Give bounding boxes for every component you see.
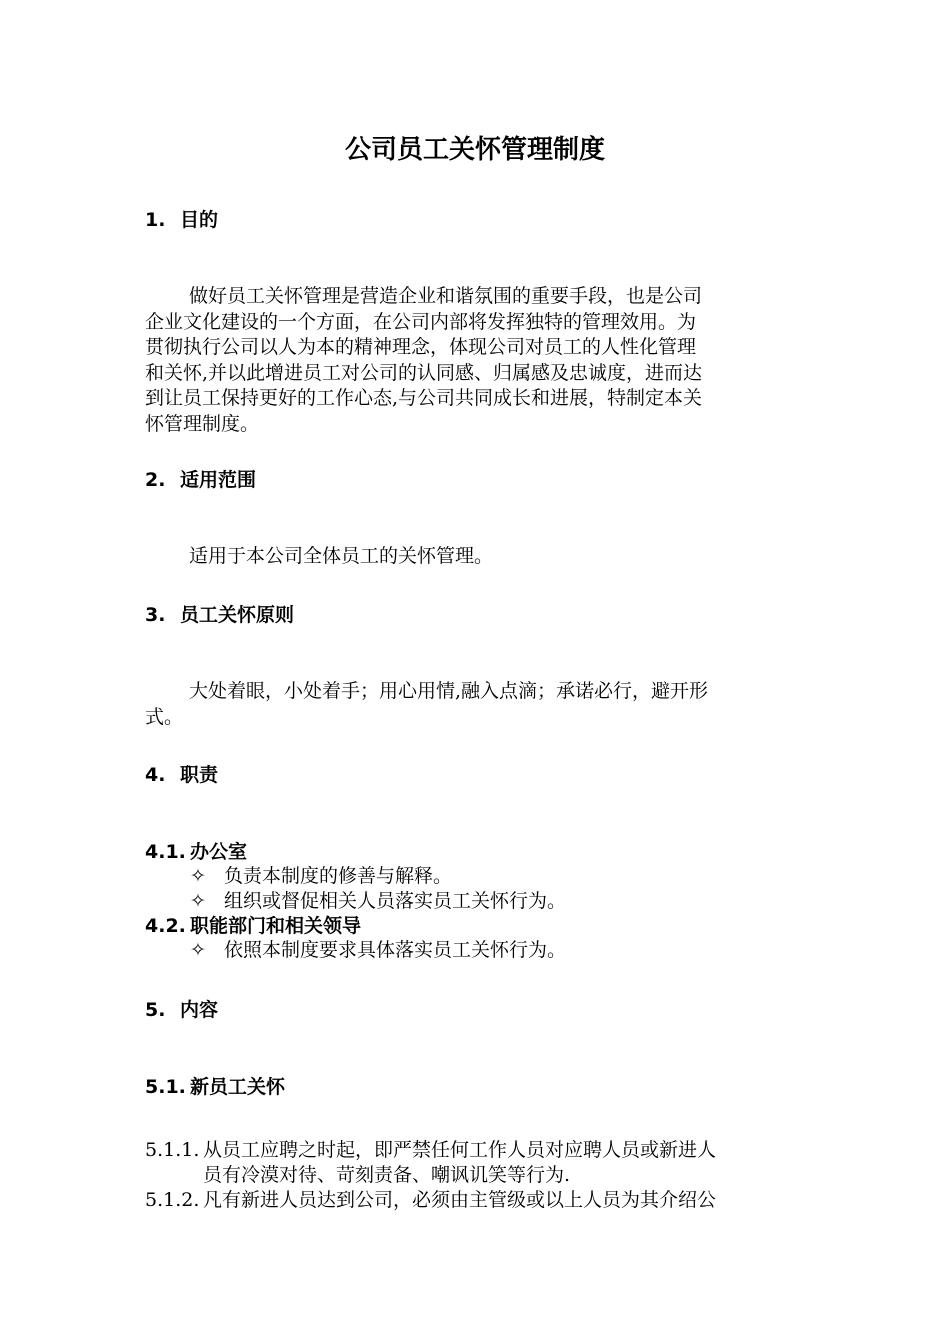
list-item: 5.1.2. 凡有新进人员达到公司，必须由主管级或以上人员为其介绍公 xyxy=(145,1189,717,1211)
item-number: 5.1.1. xyxy=(145,1139,200,1161)
section-label: 员工关怀原则 xyxy=(180,604,295,626)
paragraph-line: 做好员工关怀管理是营造企业和谐氛围的重要手段，也是公司 xyxy=(189,285,703,307)
diamond-bullet-icon: ✧ xyxy=(190,939,206,961)
section-label: 内容 xyxy=(180,999,219,1021)
paragraph-line: 到让员工保持更好的工作心态,与公司共同成长和进展，特制定本关 xyxy=(145,387,703,410)
section-label: 办公室 xyxy=(190,841,248,863)
section-number: 1. xyxy=(145,209,166,231)
paragraph-line: 贯彻执行公司以人为本的精神理念，体现公司对员工的人性化管理 xyxy=(145,336,697,359)
section-number: 5. xyxy=(145,999,166,1021)
paragraph-line: 适用于本公司全体员工的关怀管理。 xyxy=(189,545,494,567)
subsection-heading-office xyxy=(145,839,247,865)
section-heading-responsibilities xyxy=(145,762,218,788)
section-label: 适用范围 xyxy=(180,469,257,491)
section-heading-principles xyxy=(145,602,294,628)
section-heading-purpose xyxy=(145,207,218,233)
item-number: 5.1.2. xyxy=(145,1189,200,1211)
section-label: 新员工关怀 xyxy=(190,1076,286,1098)
section-number: 5.1. xyxy=(145,1076,186,1098)
section-label: 职责 xyxy=(180,764,219,786)
paragraph-line: 和关怀,并以此增进员工对公司的认同感、归属感及忠诚度，进而达 xyxy=(145,361,703,384)
section-number: 2. xyxy=(145,469,166,491)
scope-paragraph xyxy=(145,544,807,570)
paragraph-line: 企业文化建设的一个方面，在公司内部将发挥独特的管理效用。为 xyxy=(145,310,697,333)
section-number: 4.1. xyxy=(145,841,186,863)
paragraph-line: 式。 xyxy=(145,705,184,728)
principles-paragraph xyxy=(145,679,807,730)
document-title: 公司员工关怀管理制度 xyxy=(344,135,605,165)
section-label: 职能部门和相关领导 xyxy=(190,915,362,937)
diamond-bullet-icon: ✧ xyxy=(190,890,206,912)
list-item: 5.1.1. 从员工应聘之时起，即严禁任何工作人员对应聘人员或新进人 员有冷漠对待、苛刻责备、嘲讽讥笑等行为. xyxy=(145,1139,717,1186)
section-heading-content xyxy=(145,997,218,1023)
bullet-item: ✧ 负责本制度的修善与解释。 xyxy=(190,865,453,887)
bullet-item: ✧ 组织或督促相关人员落实员工关怀行为。 xyxy=(190,890,567,912)
bullet-item: ✧ 依照本制度要求具体落实员工关怀行为。 xyxy=(190,939,567,961)
section-label: 目的 xyxy=(180,209,219,231)
diamond-bullet-icon: ✧ xyxy=(190,865,206,887)
section-number: 4.2. xyxy=(145,915,186,937)
paragraph-line: 大处着眼，小处着手；用心用情,融入点滴；承诺必行，避开形 xyxy=(189,680,709,702)
section-number: 3. xyxy=(145,604,166,626)
section-heading-scope xyxy=(145,467,256,493)
subsection-heading-new-employee xyxy=(145,1074,285,1100)
paragraph-line: 怀管理制度。 xyxy=(145,412,260,435)
purpose-paragraph xyxy=(145,284,807,438)
subsection-heading-departments xyxy=(145,913,361,939)
section-number: 4. xyxy=(145,764,166,786)
